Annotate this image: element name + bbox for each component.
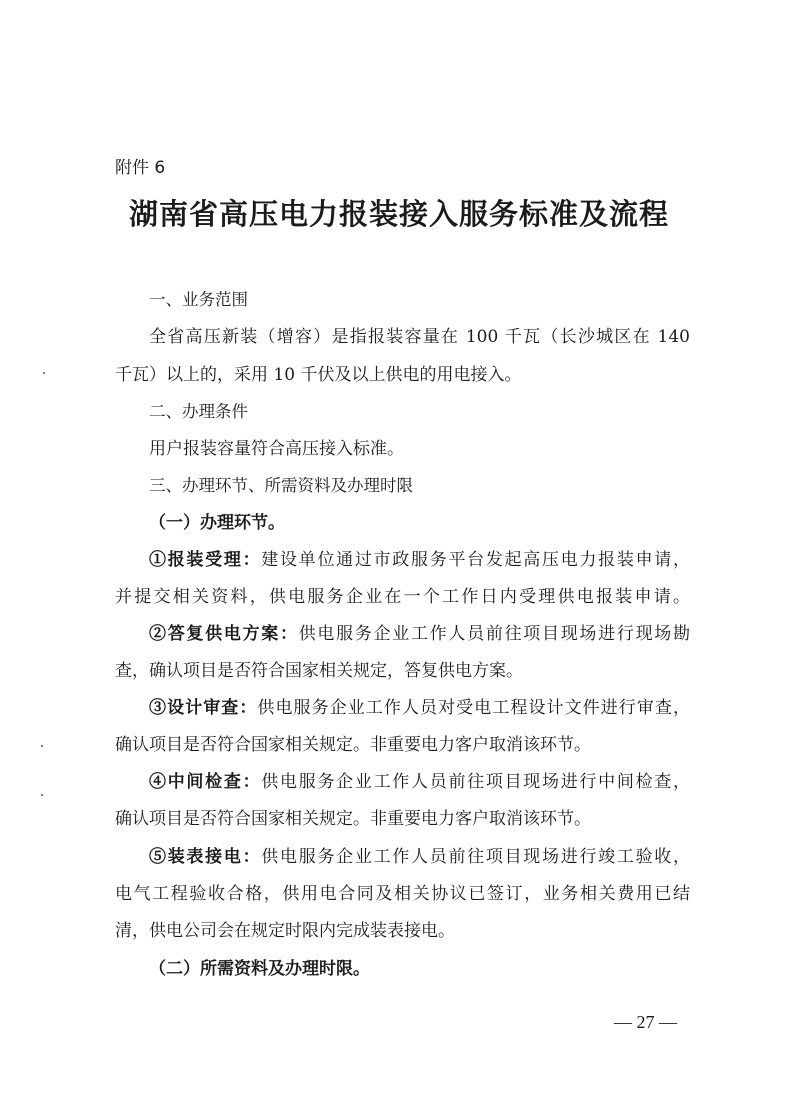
step5-line3: 清，供电公司会在规定时限内完成装表接电。 [115, 921, 455, 941]
step3-line2: 确认项目是否符合国家相关规定。非重要电力客户取消该环节。 [115, 735, 591, 755]
step4-line2: 确认项目是否符合国家相关规定。非重要电力客户取消该环节。 [115, 809, 591, 829]
margin-mark [41, 794, 43, 796]
margin-mark [43, 372, 45, 374]
section1-line2: 千瓦）以上的，采用 10 千伏及以上供电的用电接入。 [115, 365, 522, 385]
section3-sub2-heading: （二）所需资料及办理时限。 [149, 959, 370, 979]
step1-line1 [149, 548, 690, 572]
step4-line1 [149, 770, 690, 794]
step5-text: 供电服务企业工作人员前往项目现场进行竣工验收， [261, 847, 691, 867]
step1-line2: 并提交相关资料，供电服务企业在一个工作日内受理供电报装申请。 [115, 587, 690, 607]
section1-heading: 一、业务范围 [149, 290, 248, 309]
section3-heading: 三、办理环节、所需资料及办理时限 [149, 476, 413, 495]
step4-label: ④中间检查： [149, 772, 262, 792]
section2-line1: 用户报装容量符合高压接入标准。 [149, 439, 404, 459]
page-number: — 27 — [614, 1012, 677, 1032]
page-title: 湖南省高压电力报装接入服务标准及流程 [128, 197, 669, 231]
step5-label: ⑤装表接电： [149, 847, 262, 867]
step3-text: 供电服务企业工作人员对受电工程设计文件进行审查， [257, 698, 691, 718]
step5-line1 [149, 845, 690, 869]
step5-line2: 电气工程验收合格，供用电合同及相关协议已签订，业务相关费用已结 [115, 884, 690, 904]
step2-label: ②答复供电方案： [149, 624, 299, 644]
section3-sub1-heading: （一）办理环节。 [149, 513, 285, 533]
section1-line1: 全省高压新装（增容）是指报装容量在 100 千瓦（长沙城区在 140 [149, 327, 690, 347]
step1-text: 建设单位通过市政服务平台发起高压电力报装申请， [261, 550, 691, 570]
step2-line1 [149, 622, 690, 646]
step4-text: 供电服务企业工作人员前往项目现场进行中间检查， [261, 772, 691, 792]
margin-mark [41, 745, 43, 747]
step1-label: ①报装受理： [149, 550, 262, 570]
step2-text: 供电服务企业工作人员前往项目现场进行现场勘 [298, 624, 691, 644]
attachment-label: 附件 6 [115, 158, 166, 178]
section2-heading: 二、办理条件 [149, 402, 248, 421]
step3-label: ③设计审查： [149, 698, 258, 718]
step2-line2: 查，确认项目是否符合国家相关规定，答复供电方案。 [115, 661, 523, 681]
step3-line1 [149, 696, 690, 720]
